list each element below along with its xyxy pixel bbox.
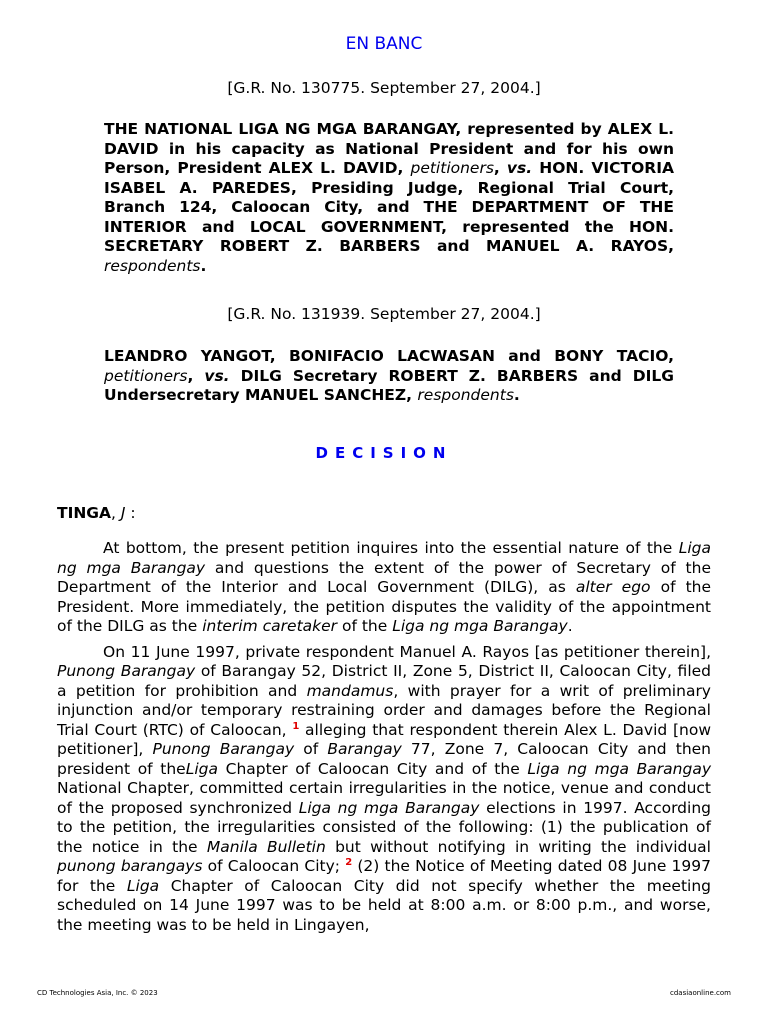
respondents-names: HON. VICTORIA ISABEL A. PAREDES, Presiding Judge, Regional Trial Court, Branch 124, Caloocan City, and THE DEPARTMENT OF THE INTERIOR and LOCAL GOVERNMENT, represented the HON. SECRETARY ROBERT Z. BARBERS and MANUEL A. RAYOS [104, 159, 674, 255]
petitioners-names: LEANDRO YANGOT, BONIFACIO LACWASAN and BONY TACIO [104, 347, 669, 365]
versus-label: vs. [204, 366, 230, 385]
versus-label: vs. [506, 159, 533, 177]
division-heading: EN BANC [345, 34, 423, 54]
petitioners-label: petitioners [410, 159, 494, 177]
respondents-names: DILG Secretary ROBERT Z. BARBERS and DILG Undersecretary MANUEL SANCHEZ, [104, 366, 674, 404]
paragraph-1: At bottom, the present petition inquires into the essential nature of the Liga ng mga Barangay and questions the extent of the power of Secretary of the Department of the Interior and Local Government (DILG), as alter ego of the President. More immediately, the petition disputes the validity of the appointment of the DILG as the interim caretaker of the Liga ng mga Barangay. [57, 539, 712, 635]
case-caption-2: LEANDRO YANGOT, BONIFACIO LACWASAN and BONY TACIO, petitioners, vs. DILG Secretary ROBERT Z. BARBERS and DILG Undersecretary MANUEL SANCHEZ, respondents. [104, 347, 674, 404]
ponente-name: TINGA [57, 504, 112, 522]
decision-heading: DECISION [315, 444, 453, 462]
paragraph-2: On 11 June 1997, private respondent Manuel A. Rayos [as petitioner therein], Punong Barangay of Barangay 52, District II, Zone 5, District II, Caloocan City, filed a petition for prohibition and mandamus, with prayer for a writ of preliminary injunction and/or temporary restraining order and damages before the Regional Trial Court (RTC) of Caloocan, $^1$ alleging that respondent therein Alex L. David [now petitioner], Punong Barangay of Barangay 77, Zone 7, Caloocan City and then president of theLiga Chapter of Caloocan City and of the Liga ng mga Barangay National Chapter, committed certain irregularities in the notice, venue and conduct of the proposed synchronized Liga ng mga Barangay elections in 1997. According to the petition, the irregularities consisted of the following: (1) the publication of the notice in the Manila Bulletin but without notifying in writing the individual punong barangays of Caloocan City; $^2$ (2) the Notice of Meeting dated 08 June 1997 for the Liga Chapter of Caloocan City did not specify whether the meeting scheduled on 14 June 1997 was to be held at 8:00 a.m. or 8:00 p.m., and worse, the meeting was to be held in Lingayen, [57, 642, 712, 934]
petitioners-label: petitioners [104, 366, 188, 385]
decision-body [57, 539, 711, 935]
footer-website: cdasiaonline.com [670, 989, 731, 997]
footnote-link-1[interactable]: 1 [292, 720, 300, 732]
petitioners-names: THE NATIONAL LIGA NG MGA BARANGAY, represented by ALEX L. DAVID in his capacity as National President and for his own Person, President ALEX L. DAVID [104, 120, 674, 177]
respondents-label: respondents [417, 386, 514, 404]
case-caption-1: THE NATIONAL LIGA NG MGA BARANGAY, represented by ALEX L. DAVID in his capacity as National President and for his own Person, President ALEX L. DAVID, petitioners, vs. HON. VICTORIA ISABEL A. PAREDES, Presiding Judge, Regional Trial Court, Branch 124, Caloocan City, and THE DEPARTMENT OF THE INTERIOR and LOCAL GOVERNMENT, represented the HON. SECRETARY ROBERT Z. BARBERS and MANUEL A. RAYOS, respondents. [104, 120, 674, 275]
gr-number-1: [G.R. No. 130775. September 27, 2004.] [227, 79, 541, 97]
gr-number-2: [G.R. No. 131939. September 27, 2004.] [227, 305, 541, 323]
respondents-label: respondents [104, 256, 201, 275]
footer-copyright: CD Technologies Asia, Inc. © 2023 [37, 989, 158, 997]
ponente-suffix: J [120, 504, 126, 522]
footnote-link-2[interactable]: 2 [345, 856, 353, 868]
ponente: TINGA, J : [57, 504, 136, 522]
